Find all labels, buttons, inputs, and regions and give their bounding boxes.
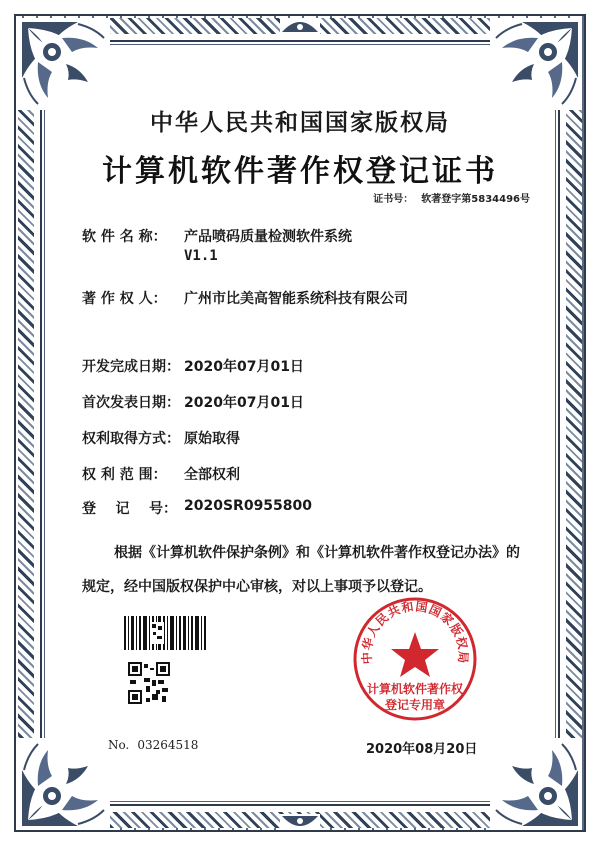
seal-star-icon [391, 632, 439, 677]
corner-ornament-icon [18, 18, 110, 110]
field-label: 首次发表日期： [82, 395, 180, 411]
serial-number-label: No. [108, 738, 130, 752]
software-version-value: V1.1 [184, 248, 218, 264]
certificate-number [373, 190, 530, 205]
field-rights-scope [82, 464, 240, 484]
field-label: 著 作 权 人： [82, 291, 167, 307]
software-name-value: 产品喷码质量检测软件系统 [184, 229, 352, 245]
statement-line-1: 根据《计算机软件保护条例》和《计算机软件著作权登记办法》的 [114, 545, 520, 561]
acquire-method-value: 原始取得 [184, 431, 240, 447]
field-registration-number [82, 498, 312, 518]
official-seal [350, 594, 480, 724]
barcode-icon [124, 616, 206, 650]
field-owner [82, 288, 408, 308]
field-acquire-method [82, 428, 240, 448]
qr-code-icon [128, 662, 170, 704]
registration-number-value: 2020SR0955800 [184, 498, 313, 514]
issue-date: 2020年08月20日 [366, 742, 478, 757]
serial-number [108, 738, 198, 752]
field-label: 开发完成日期： [82, 359, 180, 375]
certificate-title: 计算机软件著作权登记证书 [102, 154, 498, 189]
rights-scope-value: 全部权利 [184, 467, 240, 483]
field-label: 软 件 名 称： [82, 229, 167, 245]
border-center-ornament-icon [280, 18, 320, 34]
pub-date-value: 2020年07月01日 [184, 395, 304, 411]
corner-ornament-icon [18, 738, 110, 830]
field-dev-date [82, 356, 304, 376]
issuer-heading: 中华人民共和国国家版权局 [150, 109, 450, 136]
certificate-number-label: 证书号： [373, 194, 414, 205]
border-center-ornament-icon [280, 814, 320, 830]
field-software-name [82, 226, 352, 264]
owner-value: 广州市比美高智能系统科技有限公司 [184, 291, 408, 307]
serial-number-value: 03264518 [137, 738, 199, 752]
seal-ring-text: 中华人民共和国国家版权局 [359, 599, 471, 665]
seal-text-line-2: 登记专用章 [384, 698, 445, 712]
field-label: 登 记 号： [82, 501, 177, 517]
statement-line-2: 规定，经中国版权保护中心审核，对以上事项予以登记。 [82, 579, 432, 595]
field-label: 权 利 范 围： [82, 467, 167, 483]
seal-text-line-1: 计算机软件著作权 [366, 682, 463, 696]
dev-date-value: 2020年07月01日 [184, 359, 304, 375]
corner-ornament-icon [490, 18, 582, 110]
field-pub-date [82, 392, 304, 412]
certificate-number-value: 软著登字第5834496号 [421, 194, 530, 205]
corner-ornament-icon [490, 738, 582, 830]
field-label: 权利取得方式： [82, 431, 180, 447]
